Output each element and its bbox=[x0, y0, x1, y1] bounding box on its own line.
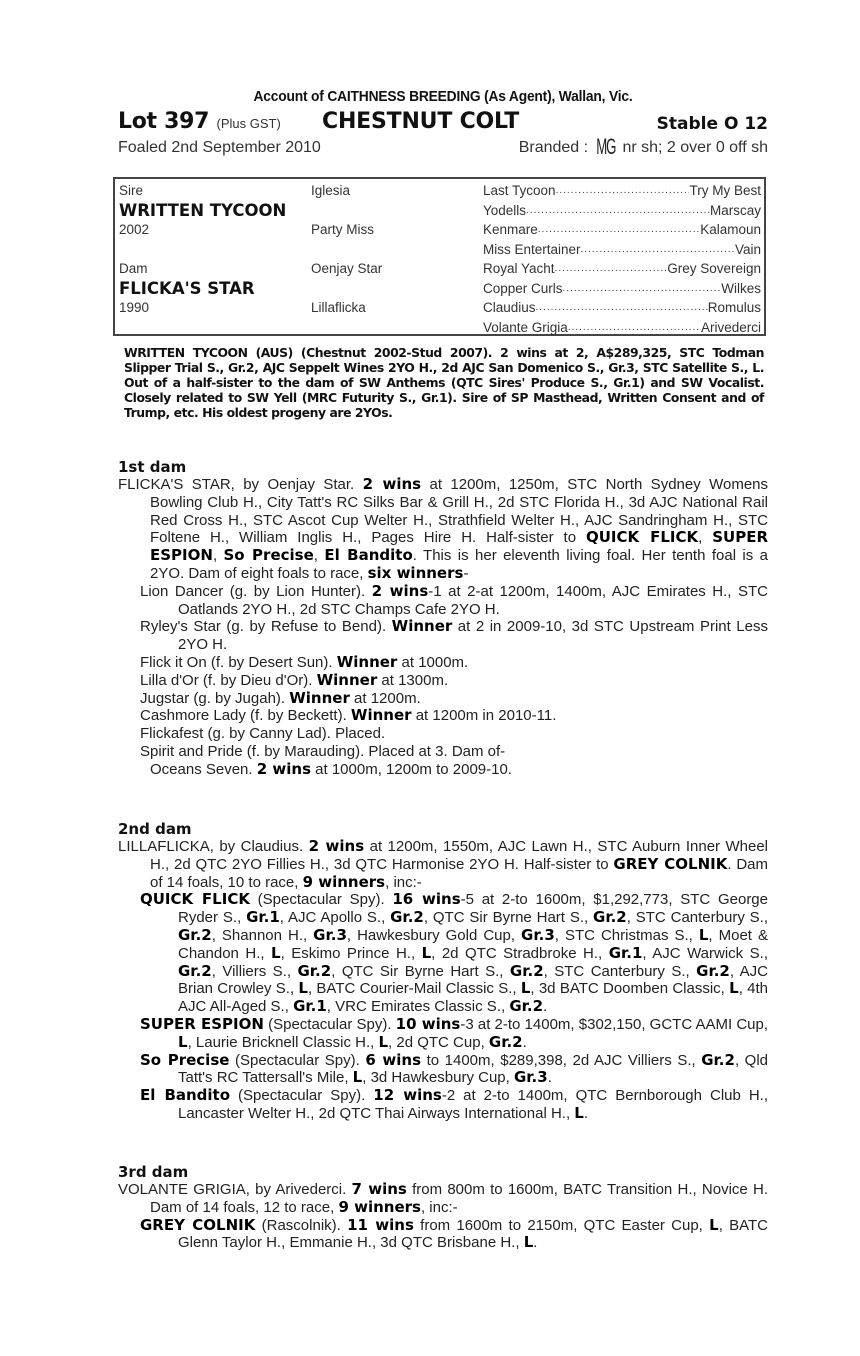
grandparent-row: Royal Yacht ..... Grey Sovereign bbox=[483, 259, 761, 279]
sire-dam: Party Miss bbox=[311, 222, 375, 237]
dam-name: FLICKA'S STAR bbox=[119, 279, 255, 298]
dam-dam: Lillaflicka bbox=[311, 300, 366, 315]
second-dam-heading: 2nd dam bbox=[118, 820, 192, 838]
gst-note: (Plus GST) bbox=[216, 116, 281, 131]
second-dam-intro: LILLAFLICKA, by Claudius. 2 wins at 1200m, 1550m, AJC Lawn H., STC Auburn Inner Wheel H., 2d QTC 2YO Fillies H., 3d QTC Harmonise 2YO H. Half-sister to GREY COLNIK. Dam of 14 foals, 10 to race, 9 winners, inc:- bbox=[118, 837, 768, 891]
produce-entry: GREY COLNIK (Rascolnik). 11 wins from 1600m to 2150m, QTC Easter Cup, L, BATC Glenn Taylor H., Emmanie H., 3d QTC Brisbane H., L. bbox=[140, 1215, 769, 1252]
first-dam-section bbox=[118, 458, 768, 779]
produce-entry: QUICK FLICK (Spectacular Spy). 16 wins-5 at 2-to 1600m, $1,292,773, STC George Ryder S., Gr.1, AJC Apollo S., Gr.2, QTC Sir Byrne Hart S., Gr.2, STC Canterbury S., Gr.2, Shannon H., Gr.3, Hawkesbury Gold Cup, Gr.3, STC Christmas S., L, Moet & Chandon H., L, Eskimo Prince H., L, 2d QTC Stradbroke H., Gr.1, AJC Warwick S., Gr.2, Villiers S., Gr.2, QTC Sir Byrne Hart S., Gr.2, STC Canterbury S., Gr.2, AJC Brian Crowley S., L, BATC Courier-Mail Classic S., L, 3d BATC Doomben Classic, L, 4th AJC All-Aged S., Gr.1, VRC Emirates Classic S., Gr.2. bbox=[140, 890, 769, 1016]
dam-sire: Oenjay Star bbox=[311, 261, 383, 276]
produce-entry: Cashmore Lady (f. by Beckett). Winner at 1200m in 2010-11. bbox=[140, 706, 557, 725]
grandparent-row: Miss Entertainer ..... Vain bbox=[483, 240, 761, 260]
grandparent-row: Copper Curls ..... Wilkes bbox=[483, 279, 761, 299]
produce-entry: Flick it On (f. by Desert Sun). Winner at 1000m. bbox=[140, 652, 469, 671]
lot-line bbox=[118, 108, 768, 136]
grandparent-row: Last Tycoon ..... Try My Best bbox=[483, 181, 761, 201]
dam-label: Dam bbox=[119, 261, 148, 276]
sire-name: WRITTEN TYCOON bbox=[119, 201, 287, 220]
produce-entry: Ryley's Star (g. by Refuse to Bend). Winner at 2 in 2009-10, 3d STC Upstream Print Less 2YO H. bbox=[140, 617, 768, 654]
lot-number bbox=[118, 108, 281, 138]
first-dam-heading: 1st dam bbox=[118, 458, 187, 476]
produce-entry: Lilla d'Or (f. by Dieu d'Or). Winner at 1300m. bbox=[140, 670, 449, 689]
horse-description: CHESTNUT COLT bbox=[322, 109, 520, 134]
produce-entry: SUPER ESPION (Spectacular Spy). 10 wins-3 at 2-to 1400m, $302,150, GCTC AAMI Cup, L, Laurie Bricknell Classic H., L, 2d QTC Cup, Gr.2. bbox=[140, 1014, 769, 1051]
produce-entry: El Bandito (Spectacular Spy). 12 wins-2 at 2-to 1400m, QTC Bernborough Club H., Lancaster Welter H., 2d QTC Thai Airways International H., L. bbox=[140, 1086, 769, 1122]
produce-entry: Flickafest (g. by Canny Lad). Placed. bbox=[140, 725, 386, 743]
catalogue-page bbox=[118, 88, 769, 1252]
produce-entry: Jugstar (g. by Jugah). Winner at 1200m. bbox=[140, 688, 421, 707]
grandparent-row: Volante Grigia ..... Arivederci bbox=[483, 318, 761, 338]
third-dam-heading: 3rd dam bbox=[118, 1163, 189, 1181]
grandparent-row: Yodells ..... Marscay bbox=[483, 201, 761, 221]
lot-label: Lot 397 bbox=[118, 109, 210, 134]
third-dam-intro: VOLANTE GRIGIA, by Arivederci. 7 wins from 800m to 1600m, BATC Transition H., Novice H. Dam of 14 foals, 12 to race, 9 winners, inc:- bbox=[118, 1180, 769, 1216]
sire-sire: Iglesia bbox=[311, 183, 351, 198]
brand-mark-icon: MG bbox=[595, 134, 615, 159]
foaled-date: Foaled 2nd September 2010 bbox=[118, 139, 321, 156]
third-dam-section bbox=[118, 1163, 768, 1252]
vendor-account: Account of CAITHNESS BREEDING (As Agent), Wallan, Vic. bbox=[253, 88, 633, 105]
second-dam-produce-list bbox=[118, 891, 768, 1122]
produce-entry: Oceans Seven. 2 wins at 1000m, 1200m to 2009-10. bbox=[150, 759, 512, 778]
third-dam-produce-list bbox=[118, 1217, 768, 1253]
second-dam-section bbox=[118, 820, 768, 1123]
stable-number: Stable O 12 bbox=[656, 114, 768, 134]
produce-entry: Lion Dancer (g. by Lion Hunter). 2 wins-1 at 2-at 1200m, 1400m, AJC Emirates H., STC Oatlands 2YO H., 2d STC Champs Cafe 2YO H. bbox=[140, 581, 768, 618]
dam-year: 1990 bbox=[119, 300, 150, 315]
sire-year: 2002 bbox=[119, 222, 150, 237]
foaling-line bbox=[118, 136, 768, 160]
grand-produce-list bbox=[118, 761, 768, 779]
produce-entry: Spirit and Pride (f. by Marauding). Placed at 3. Dam of- bbox=[140, 742, 506, 760]
first-dam-produce-list bbox=[118, 583, 768, 761]
first-dam-intro: FLICKA'S STAR, by Oenjay Star. 2 wins at 1200m, 1250m, STC North Sydney Womens Bowling Club H., City Tatt's RC Silks Bar & Grill H., 2d STC Florida H., 3d AJC National Rail Red Cross H., STC Ascot Cup Welter H., Strathfield Welter H., AJC Sandringham H., STC Foltene H., William Inglis H., Pages Hire H. Half-sister to QUICK FLICK, SUPER ESPION, So Precise, El Bandito. This is her eleventh living foal. Her tenth foal is a 2YO. Dam of eight foals to race, six winners- bbox=[118, 475, 769, 582]
pedigree-table bbox=[113, 177, 766, 336]
brand-description: nr sh; 2 over 0 off sh bbox=[622, 139, 768, 156]
branded-label: Branded : bbox=[518, 139, 589, 156]
produce-entry: So Precise (Spectacular Spy). 6 wins to 1400m, $289,398, 2d AJC Villiers S., Gr.2, Qld Tatt's RC Tattersall's Mile, L, 3d Hawkesbury Cup, Gr.3. bbox=[140, 1050, 769, 1087]
sire-summary: WRITTEN TYCOON (AUS) (Chestnut 2002-Stud 2007). 2 wins at 2, A$289,325, STC Todman Slipper Trial S., Gr.2, AJC Seppelt Wines 2YO H., 2d AJC San Domenico S., Gr.3, STC Satellite S., L. Out of a half-sister to the dam of SW Anthems (QTC Sires' Produce S., Gr.1) and SW Vocalist. Closely related to SW Yell (MRC Futurity S., Gr.1). Sire of SP Masthead, Written Consent and of Trump, etc. His oldest progeny are 2YOs. bbox=[124, 345, 764, 420]
sire-label: Sire bbox=[119, 183, 144, 198]
brand-info bbox=[519, 136, 768, 160]
grandparent-row: Kenmare ..... Kalamoun bbox=[483, 220, 761, 240]
grandparent-row: Claudius ..... Romulus bbox=[483, 298, 761, 318]
